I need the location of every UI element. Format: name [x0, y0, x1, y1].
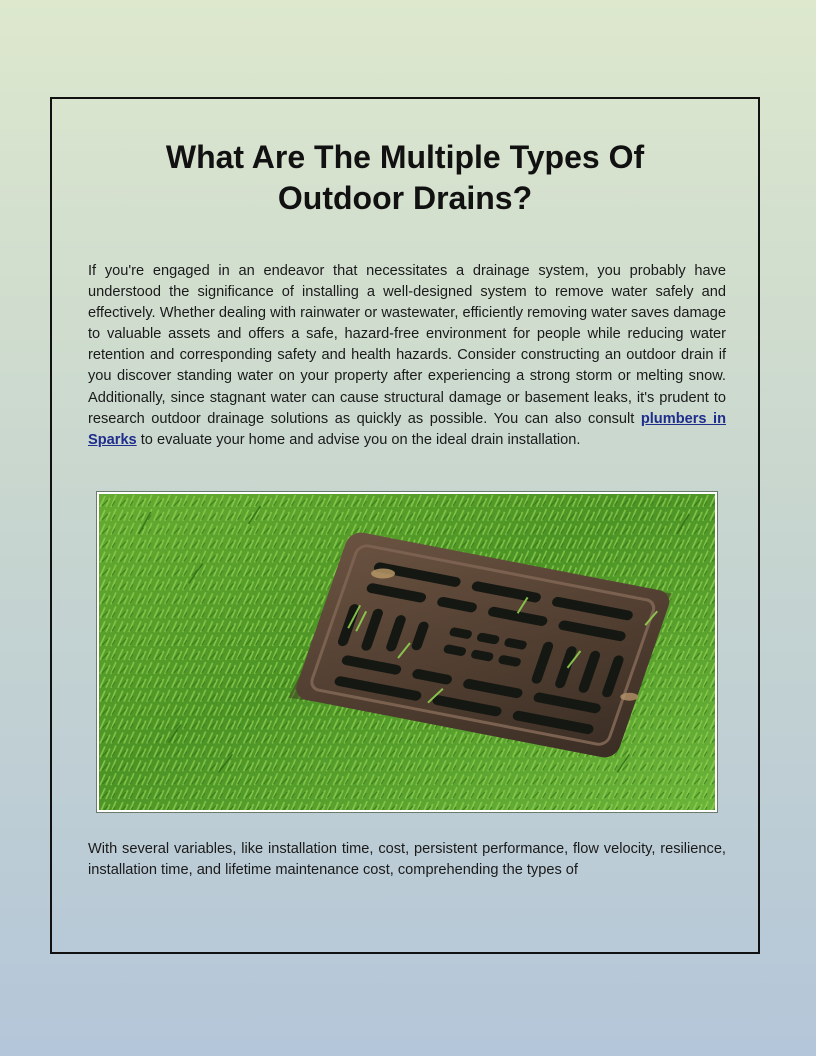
intro-paragraph: [88, 261, 726, 451]
page-title: What Are The Multiple Types Of Outdoor Drains?: [165, 139, 645, 216]
followup-paragraph: With several variables, like installation time, cost, persistent performance, flow velocity, resilience, installation time, and lifetime maintenance cost, comprehending the types of: [88, 841, 726, 879]
intro-text-after-link: to evaluate your home and advise you on the ideal drain installation.: [136, 431, 581, 448]
plumbers-link[interactable]: plumbers in Sparks: [88, 410, 727, 448]
intro-text-before-link: If you're engaged in an endeavor that necessitates a drainage system, you probably have understood the significance of installing a well-designed system to remove water safely and effectively. Whether dealing with rainwater or wastewater, efficiently removing water saves damage to valuable assets and offers a safe, hazard-free environment for people while reducing water retention and corresponding safety and health hazards. Consider constructing an outdoor drain if you discover standing water on your property after experiencing a strong storm or melting snow. Additionally, since stagnant water can cause structural damage or basement leaks, it's prudent to research outdoor drainage solutions as quickly as possible. You can also consult: [88, 263, 726, 427]
drain-grate-image: [99, 494, 715, 810]
drain-photo: [96, 491, 718, 813]
page-frame: [50, 97, 760, 954]
